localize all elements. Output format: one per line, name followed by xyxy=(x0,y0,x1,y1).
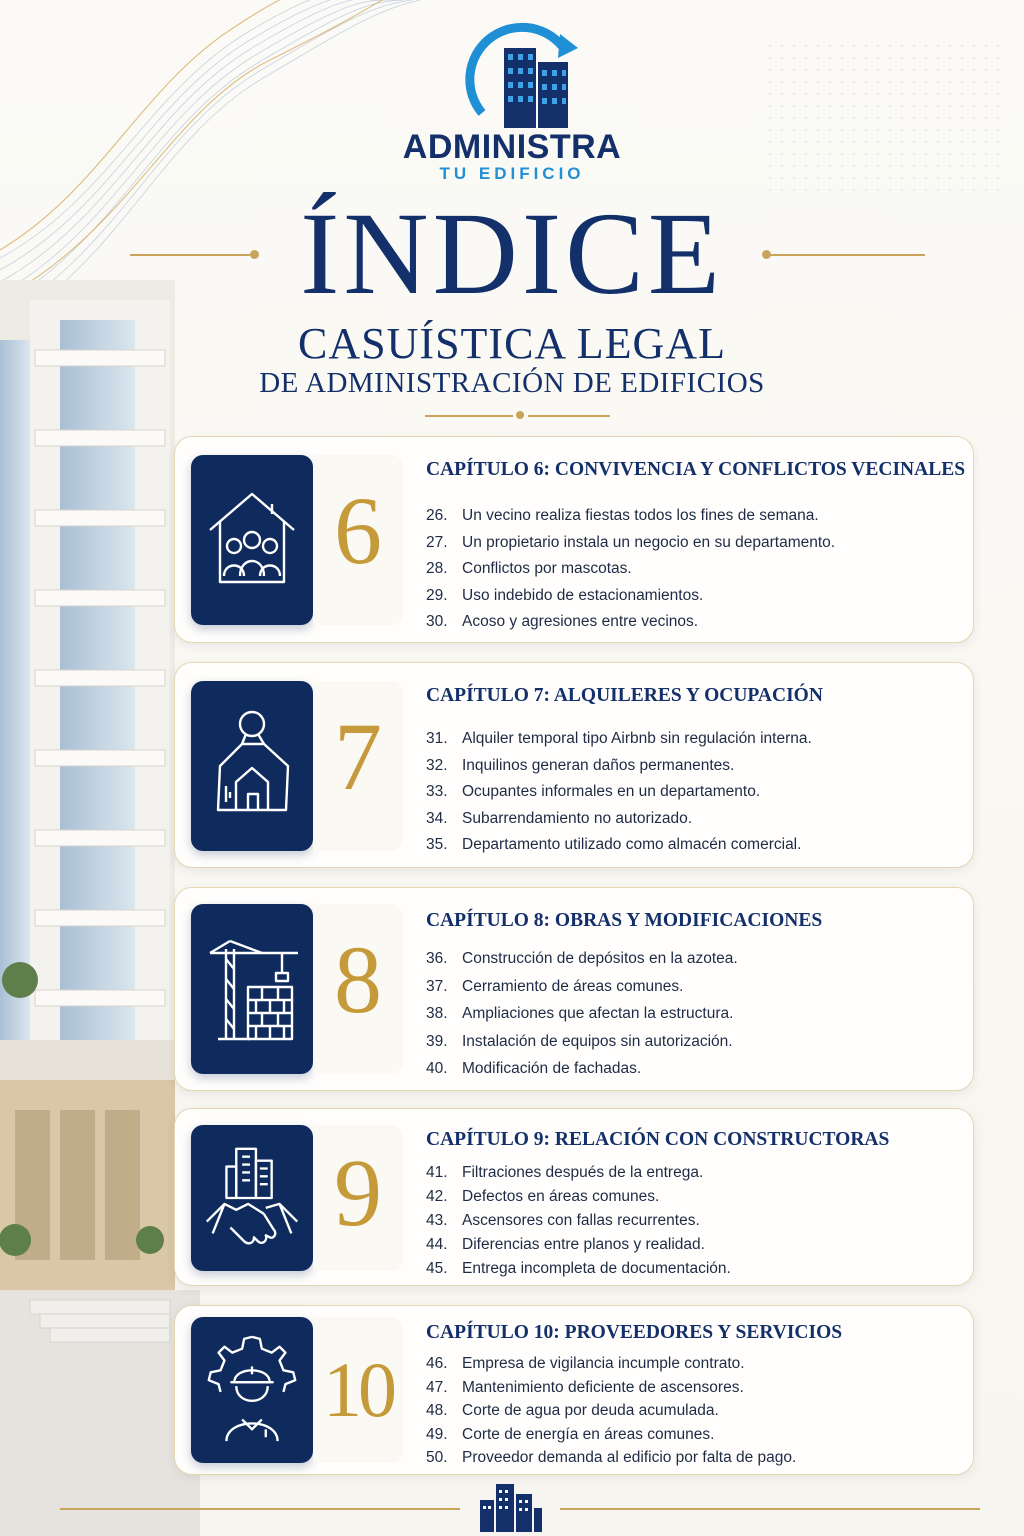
item-number: 38. xyxy=(426,1005,448,1022)
footer-rule-left xyxy=(60,1508,460,1510)
item-number: 27. xyxy=(426,533,448,551)
item-number: 43. xyxy=(426,1212,448,1229)
item-number: 28. xyxy=(426,560,448,577)
chapter-7-number-tile xyxy=(313,681,403,851)
chapter-card-8 xyxy=(174,887,974,1091)
chapter-8-icon-tile xyxy=(191,904,313,1074)
page-subtitle: CASUÍSTICA LEGAL xyxy=(298,319,726,368)
chapter-8-number-tile xyxy=(313,904,403,1074)
item-text: Corte de energía en áreas comunes. xyxy=(462,1425,715,1443)
chapter-6-icon-tile xyxy=(191,455,313,625)
item-number: 50. xyxy=(426,1449,448,1466)
chapter-number: 8 xyxy=(334,926,382,1033)
list-item xyxy=(426,1055,738,1083)
list-item xyxy=(426,1257,731,1281)
item-text: Inquilinos generan daños permanentes. xyxy=(462,756,735,774)
chapter-number: 6 xyxy=(334,477,382,584)
item-number: 45. xyxy=(426,1260,448,1277)
list-item xyxy=(426,530,835,557)
chapter-title: CAPÍTULO 9: RELACIÓN CON CONSTRUCTORAS xyxy=(426,1129,890,1150)
list-item xyxy=(426,583,835,610)
brand-name: ADMINISTRA xyxy=(402,128,622,166)
list-item xyxy=(426,609,835,636)
item-number: 49. xyxy=(426,1425,448,1443)
chapter-6-number-tile xyxy=(313,455,403,625)
item-text: Uso indebido de estacionamientos. xyxy=(462,586,704,604)
rental-tag-icon xyxy=(202,706,302,826)
list-item xyxy=(426,1352,796,1376)
item-number: 26. xyxy=(426,507,448,524)
chapter-9-number-tile xyxy=(313,1125,403,1271)
item-text: Un vecino realiza fiestas todos los fines de semana. xyxy=(462,507,819,524)
chapter-7-icon-tile xyxy=(191,681,313,851)
chapter-title: CAPÍTULO 6: CONVIVENCIA Y CONFLICTOS VECINALES xyxy=(426,459,966,480)
chapter-items xyxy=(426,503,835,636)
item-number: 32. xyxy=(426,756,448,774)
list-item xyxy=(426,726,812,753)
item-text: Entrega incompleta de documentación. xyxy=(462,1260,731,1277)
list-item xyxy=(426,1209,731,1233)
item-number: 34. xyxy=(426,809,448,827)
item-text: Empresa de vigilancia incumple contrato. xyxy=(462,1355,745,1372)
item-number: 39. xyxy=(426,1032,448,1050)
footer-rule-right xyxy=(560,1508,980,1510)
worker-gear-icon xyxy=(202,1331,302,1449)
chapter-card-7 xyxy=(174,662,974,868)
item-number: 35. xyxy=(426,836,448,853)
item-number: 42. xyxy=(426,1188,448,1205)
brand-tagline: TU EDIFICIO xyxy=(439,164,585,183)
subtitle-rule-left xyxy=(425,415,513,417)
item-text: Instalación de equipos sin autorización. xyxy=(462,1032,733,1050)
list-item xyxy=(426,945,738,973)
chapter-title: CAPÍTULO 8: OBRAS Y MODIFICACIONES xyxy=(426,910,823,931)
list-item xyxy=(426,1399,796,1423)
item-text: Mantenimiento deficiente de ascensores. xyxy=(462,1378,744,1396)
item-text: Departamento utilizado como almacén comercial. xyxy=(462,836,802,853)
item-text: Cerramiento de áreas comunes. xyxy=(462,977,684,995)
building-illustration xyxy=(0,280,200,1536)
list-item xyxy=(426,1233,731,1257)
subtitle-rule-dot xyxy=(516,411,524,419)
list-item xyxy=(426,779,812,806)
item-text: Conflictos por mascotas. xyxy=(462,560,632,577)
item-text: Corte de agua por deuda acumulada. xyxy=(462,1402,719,1419)
community-house-icon xyxy=(202,480,302,600)
buildings-icon xyxy=(474,1478,544,1534)
chapter-title: CAPÍTULO 7: ALQUILERES Y OCUPACIÓN xyxy=(426,685,823,706)
chapter-card-6 xyxy=(174,436,974,643)
list-item xyxy=(426,1376,796,1400)
item-number: 40. xyxy=(426,1060,448,1077)
list-item xyxy=(426,753,812,780)
chapter-items xyxy=(426,1352,796,1470)
item-text: Modificación de fachadas. xyxy=(462,1060,642,1077)
list-item xyxy=(426,1423,796,1447)
list-item xyxy=(426,973,738,1001)
item-number: 46. xyxy=(426,1355,448,1372)
list-item xyxy=(426,1000,738,1028)
list-item xyxy=(426,1446,796,1470)
handshake-building-icon xyxy=(202,1139,302,1257)
item-text: Ampliaciones que afectan la estructura. xyxy=(462,1005,734,1022)
chapter-title: CAPÍTULO 10: PROVEEDORES Y SERVICIOS xyxy=(426,1322,843,1343)
item-text: Subarrendamiento no autorizado. xyxy=(462,809,693,827)
item-text: Diferencias entre planos y realidad. xyxy=(462,1236,705,1253)
item-text: Ocupantes informales en un departamento. xyxy=(462,783,761,800)
chapter-9-icon-tile xyxy=(191,1125,313,1271)
item-text: Proveedor demanda al edificio por falta de pago. xyxy=(462,1449,797,1466)
list-item xyxy=(426,1028,738,1056)
chapter-items xyxy=(426,945,738,1083)
list-item xyxy=(426,503,835,530)
item-number: 36. xyxy=(426,950,448,967)
chapter-card-9 xyxy=(174,1108,974,1286)
item-number: 44. xyxy=(426,1236,448,1253)
list-item xyxy=(426,1161,731,1185)
item-number: 31. xyxy=(426,730,448,747)
crane-brick-icon xyxy=(202,929,302,1049)
chapter-10-icon-tile xyxy=(191,1317,313,1463)
chapter-number: 9 xyxy=(334,1139,382,1246)
item-text: Acoso y agresiones entre vecinos. xyxy=(462,613,699,630)
page-subtitle-secondary: DE ADMINISTRACIÓN DE EDIFICIOS xyxy=(259,367,765,399)
item-text: Construcción de depósitos en la azotea. xyxy=(462,950,738,967)
item-text: Un propietario instala un negocio en su departamento. xyxy=(462,533,836,551)
chapter-card-10 xyxy=(174,1305,974,1475)
chapter-items xyxy=(426,726,812,859)
list-item xyxy=(426,832,812,859)
item-text: Alquiler temporal tipo Airbnb sin regulación interna. xyxy=(462,730,812,747)
chapter-10-number-tile xyxy=(313,1317,403,1463)
item-number: 48. xyxy=(426,1402,448,1419)
item-number: 29. xyxy=(426,586,448,604)
chapter-items xyxy=(426,1161,731,1281)
item-text: Ascensores con fallas recurrentes. xyxy=(462,1212,700,1229)
subtitle-rule-right xyxy=(528,415,610,417)
item-number: 33. xyxy=(426,783,448,800)
item-text: Filtraciones después de la entrega. xyxy=(462,1164,704,1181)
item-number: 41. xyxy=(426,1164,448,1181)
item-text: Defectos en áreas comunes. xyxy=(462,1188,660,1205)
list-item xyxy=(426,1185,731,1209)
item-number: 37. xyxy=(426,977,448,995)
page-title: ÍNDICE xyxy=(300,188,724,319)
list-item xyxy=(426,806,812,833)
chapter-number: 7 xyxy=(334,703,382,810)
item-number: 47. xyxy=(426,1378,448,1396)
item-number: 30. xyxy=(426,613,448,630)
list-item xyxy=(426,556,835,583)
chapter-number: 10 xyxy=(323,1346,393,1433)
